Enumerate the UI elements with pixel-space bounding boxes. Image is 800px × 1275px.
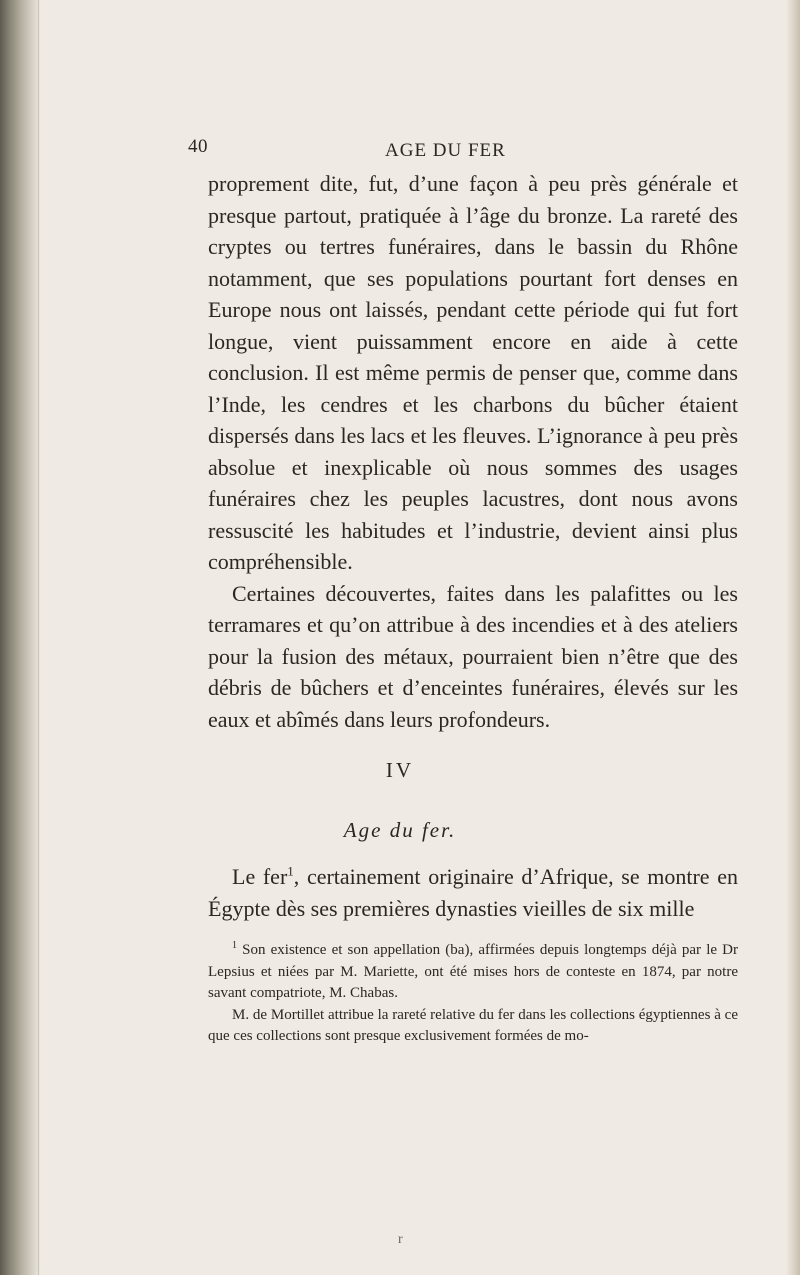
binding-gutter — [0, 0, 40, 1275]
page-number: 40 — [188, 136, 208, 157]
page-right-edge — [786, 0, 800, 1275]
footnote-block — [208, 940, 738, 1048]
section-paragraph-lead: Le fer — [232, 864, 288, 889]
running-head: AGE DU FER — [385, 140, 506, 161]
section-paragraph-rest: , certainement originaire d’Afrique, se montre en Égypte dès ses premières dynasties vieilles de six mille — [208, 864, 738, 921]
section-paragraph — [208, 861, 738, 924]
section-text-block — [208, 861, 738, 924]
footnote-reference: 1 — [287, 863, 294, 879]
section-title: Age du fer. — [343, 818, 457, 842]
footnote-1-text: Son existence et son appellation (ba), affirmées depuis longtemps déjà par le Dr Lepsius et niées par M. Mariette, ont été mises hors de conteste en 1874, par notre savant compatriote, M. Chabas. — [208, 942, 738, 1001]
stray-mark: r — [398, 1232, 403, 1247]
main-text-block — [208, 168, 738, 735]
footnote-marker: 1 — [232, 940, 237, 951]
paragraph-1: proprement dite, fut, d’une façon à peu près générale et presque partout, pratiquée à l’âge du bronze. La rareté des cryptes ou tertres funéraires, dans le bassin du Rhône notamment, que ses populations pourtant fort denses en Europe nous ont laissés, pendant cette période qui fut fort longue, vient puissamment encore en aide à cette conclusion. Il est même permis de penser que, comme dans l’Inde, les cendres et les charbons du bûcher étaient dispersés dans les lacs et les fleuves. L’ignorance à peu près absolue et inexplicable où nous sommes des usages funéraires chez les peuples lacustres, dont nous avons ressuscité les habitudes et l’industrie, devient ainsi plus compréhensible. — [208, 171, 738, 574]
gutter-edge-line — [38, 0, 39, 1275]
section-numeral: IV — [385, 758, 415, 782]
footnote-1 — [208, 940, 738, 1005]
footnote-2: M. de Mortillet attribue la rareté relative du fer dans les collections égyptiennes à ce que ces collections sont presque exclusivement formées de mo- — [208, 1006, 738, 1044]
paragraph-2: Certaines découvertes, faites dans les palafittes ou les terramares et qu’on attribue à des incendies et à des ateliers pour la fusion des métaux, pourraient bien n’être que des débris de bûchers et d’enceintes funéraires, élevés sur les eaux et abîmés dans leurs profondeurs. — [208, 580, 738, 732]
